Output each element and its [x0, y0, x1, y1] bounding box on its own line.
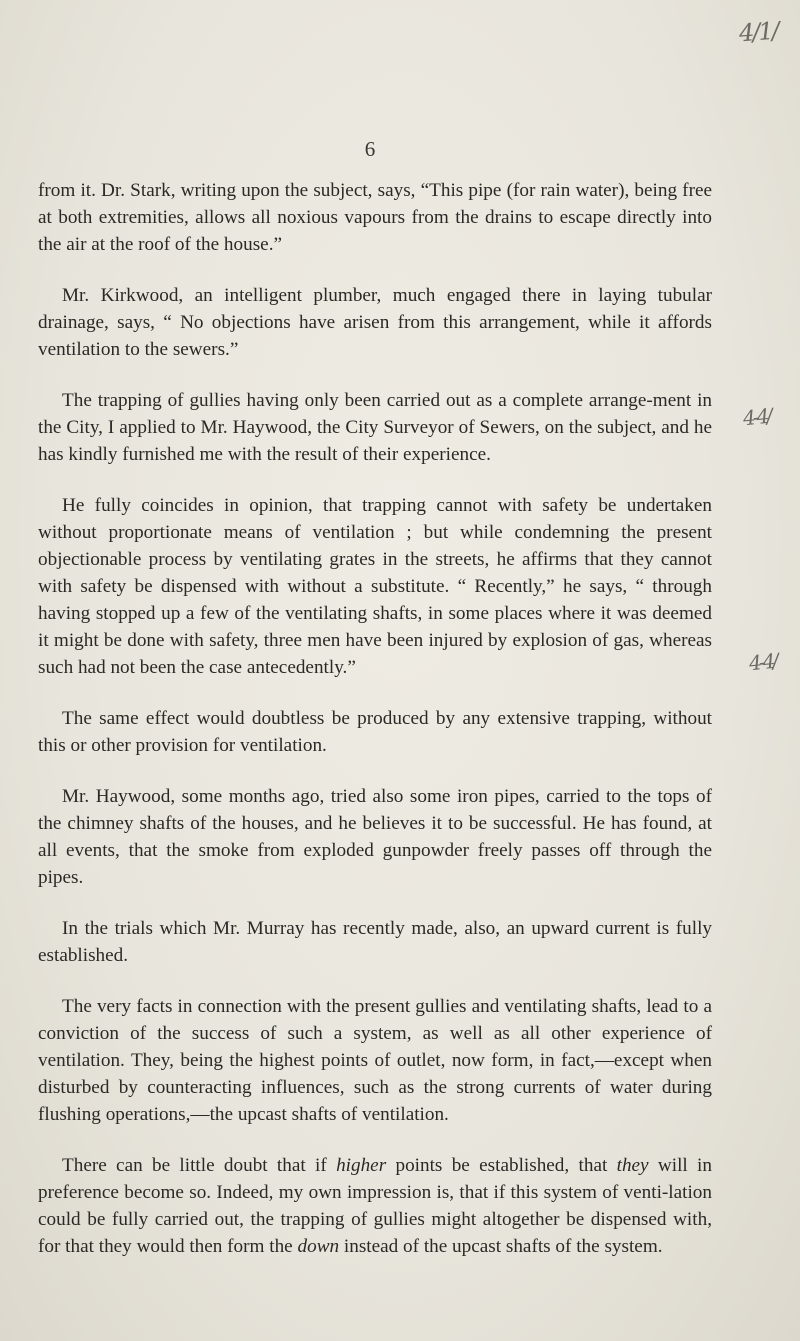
paragraph: [38, 1152, 712, 1260]
margin-annotation: 4-4/: [747, 648, 778, 676]
paragraph: In the trials which Mr. Murray has recently made, also, an upward current is fully established.: [38, 918, 712, 966]
paragraph: He fully coincides in opinion, that trapping cannot with safety be undertaken without proportionate means of ventilation ; but while condemning the present objectionable process by ventilating grates in the streets, he affirms that they cannot with safety be dispensed with without a substitute. “ Recently,” he says, “ through having stopped up a few of the ventilating shafts, in some places where it was deemed it might be done with safety, three men have been injured by explosion of gas, whereas such had not been the case antecedently.”: [38, 495, 712, 678]
emphasis-text: higher: [336, 1155, 387, 1176]
paragraph: The trapping of gullies having only been carried out as a complete arrange-ment in the City, I applied to Mr. Haywood, the City Surveyor of Sewers, on the subject, and he has kindly furnished me with the result of their experience.: [38, 390, 712, 465]
margin-annotation: 4-4/: [741, 403, 772, 431]
body-text: [38, 177, 712, 1284]
text-run: points be established, that: [386, 1155, 617, 1176]
paragraph: The same effect would doubtless be produced by any extensive trapping, without this or other provision for ventilation.: [38, 708, 712, 756]
emphasis-text: they: [616, 1155, 649, 1176]
paragraph: Mr. Haywood, some months ago, tried also some iron pipes, carried to the tops of the chimney shafts of the houses, and he believes it to be successful. He has found, at all events, that the smoke from exploded gunpowder freely passes off through the pipes.: [38, 786, 712, 888]
page-number: 6: [364, 137, 376, 161]
paragraph: from it. Dr. Stark, writing upon the subject, says, “This pipe (for rain water), being free at both extremities, allows all noxious vapours from the drains to escape directly into the air at the roof of the house.”: [38, 180, 712, 255]
emphasis-text: down: [297, 1236, 340, 1257]
handwritten-annotation: 4/1/: [738, 16, 779, 48]
text-run: will in preference become so. Indeed, my own impression is, that if this system of venti-lation could be fully carried out, the trapping of gullies might altogether be dispensed with, for that they would then form the: [38, 1155, 712, 1257]
paragraph: The very facts in connection with the present gullies and ventilating shafts, lead to a conviction of the success of such a system, as well as all other experience of ventilation. They, being the highest points of outlet, now form, in fact,—except when disturbed by counteracting influences, such as the strong currents of water during flushing operations,—the upcast shafts of ventilation.: [38, 996, 712, 1125]
text-run: There can be little doubt that if: [62, 1155, 337, 1176]
paragraph: Mr. Kirkwood, an intelligent plumber, much engaged there in laying tubular drainage, says, “ No objections have arisen from this arrangement, while it affords ventilation to the sewers.”: [38, 285, 712, 360]
text-run: instead of the upcast shafts of the system.: [339, 1236, 663, 1257]
